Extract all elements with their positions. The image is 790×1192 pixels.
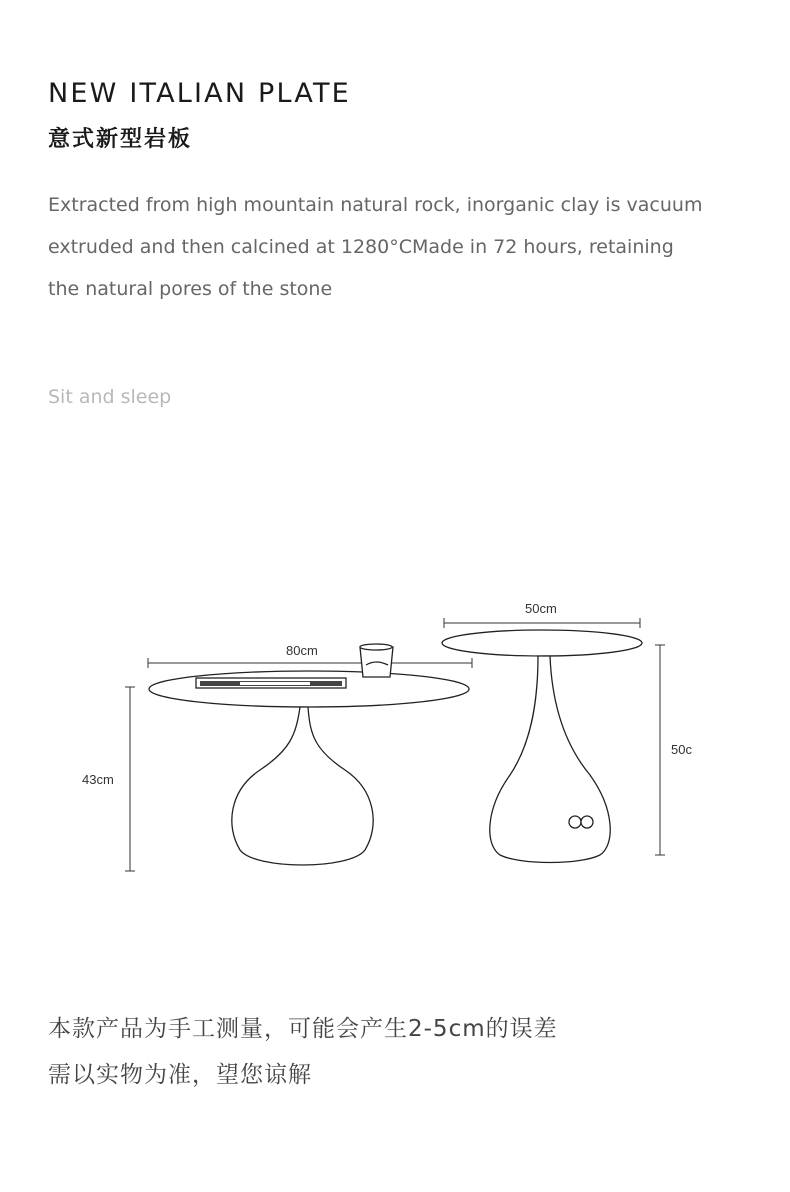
measurement-note (48, 1006, 558, 1098)
note-line-2: 需以实物为准，望您谅解 (48, 1062, 312, 1088)
note-line-1: 本款产品为手工测量，可能会产生2-5cm的误差 (48, 1016, 558, 1042)
large-table (149, 644, 469, 865)
large-table-height-dimension (125, 687, 135, 871)
description (48, 184, 748, 310)
large-table-width-label: 80cm (286, 643, 318, 658)
table-dimension-drawing (60, 585, 720, 885)
description-line-3: the natural pores of the stone (48, 278, 333, 300)
small-table-height-dimension (655, 645, 665, 855)
small-table-height-label: 50c (671, 742, 692, 757)
title-en: NEW ITALIAN PLATE (48, 78, 351, 109)
description-line-1: Extracted from high mountain natural rock, inorganic clay is vacuum (48, 194, 703, 216)
large-table-width-dimension (148, 658, 472, 668)
description-line-2: extruded and then calcined at 1280°CMade in 72 hours, retaining (48, 236, 674, 258)
large-table-height-label: 43cm (82, 772, 114, 787)
small-table-width-dimension (444, 618, 640, 628)
tagline: Sit and sleep (48, 386, 172, 408)
small-table-width-label: 50cm (525, 601, 557, 616)
title-cn: 意式新型岩板 (48, 127, 193, 152)
